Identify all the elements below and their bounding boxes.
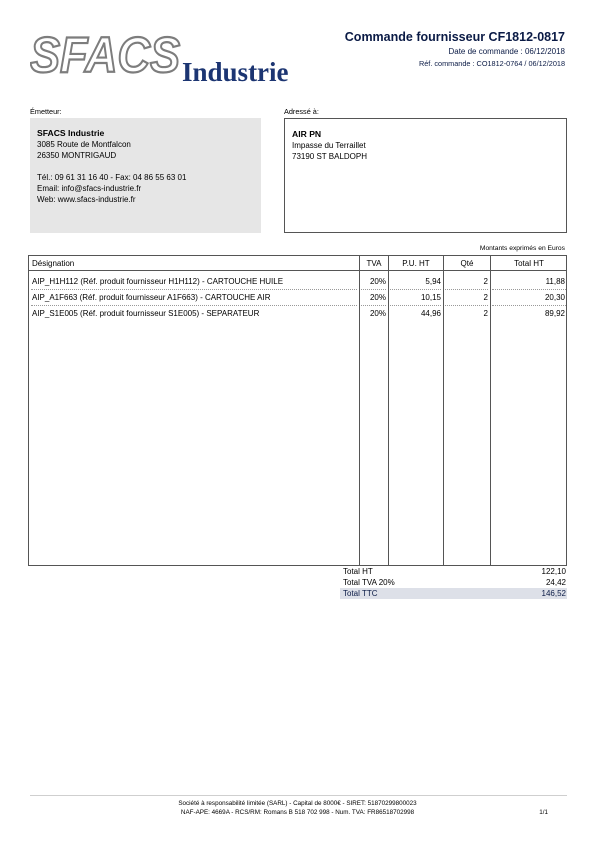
logo-word: Industrie bbox=[182, 57, 289, 86]
total-ttc-value: 146,52 bbox=[541, 589, 566, 598]
row-designation: AIP_A1F663 (Réf. produit fournisseur A1F663) - CARTOUCHE AIR bbox=[32, 293, 271, 302]
page-number: 1/1 bbox=[539, 809, 548, 816]
document-title: Commande fournisseur CF1812-0817 bbox=[344, 30, 565, 44]
recipient-name: AIR PN bbox=[292, 129, 322, 139]
order-lines-table bbox=[28, 255, 567, 566]
footer-legal-line2: NAF-APE: 4669A - RCS/RM: Romans B 518 702 998 - Num. TVA: FR86518702998 bbox=[180, 809, 415, 816]
total-tva-row bbox=[340, 577, 567, 588]
header-total: Total HT bbox=[514, 259, 544, 268]
currency-note: Montants exprimés en Euros bbox=[479, 245, 565, 252]
emitter-name: SFACS Industrie bbox=[37, 128, 105, 138]
header-tva: TVA bbox=[366, 259, 382, 268]
total-tva-label: Total TVA 20% bbox=[343, 578, 395, 587]
emitter-address-line2: 26350 MONTRIGAUD bbox=[37, 151, 117, 160]
footer-legal-line1: Société à responsabilité limitée (SARL) - Capital de 8000€ - SIRET: 51870299800023 bbox=[178, 800, 417, 807]
logo-mark: SFACS bbox=[30, 30, 180, 83]
total-tva-value: 24,42 bbox=[545, 578, 566, 587]
emitter-address-line1: 3085 Route de Montfalcon bbox=[37, 140, 131, 149]
table-row bbox=[29, 276, 566, 290]
recipient-address-line2: 73190 ST BALDOPH bbox=[292, 152, 368, 161]
emitter-label: Émetteur: bbox=[30, 107, 62, 116]
total-ttc-row bbox=[340, 588, 567, 599]
row-unit-price: 10,15 bbox=[420, 293, 441, 302]
emitter-web: Web: www.sfacs-industrie.fr bbox=[37, 195, 136, 204]
total-ht-label: Total HT bbox=[343, 567, 373, 576]
emitter-phone: Tél.: 09 61 31 16 40 - Fax: 04 86 55 63 01 bbox=[37, 173, 187, 182]
row-tva: 20% bbox=[369, 293, 386, 302]
footer-divider bbox=[30, 795, 567, 796]
row-unit-price: 5,94 bbox=[425, 277, 441, 286]
header-unit-price: P.U. HT bbox=[402, 259, 430, 268]
table-header bbox=[29, 256, 566, 271]
totals-block bbox=[340, 566, 567, 599]
header-designation: Désignation bbox=[32, 259, 75, 268]
row-total: 11,88 bbox=[545, 277, 565, 286]
row-quantity: 2 bbox=[483, 277, 488, 286]
recipient-label: Adressé à: bbox=[284, 107, 319, 116]
recipient-address-line1: Impasse du Terraillet bbox=[292, 141, 366, 150]
row-unit-price: 44,96 bbox=[420, 309, 441, 318]
table-row bbox=[29, 292, 566, 306]
header-quantity: Qté bbox=[460, 259, 474, 268]
row-designation: AIP_S1E005 (Réf. produit fournisseur S1E005) - SEPARATEUR bbox=[32, 309, 260, 318]
table-row bbox=[29, 308, 566, 322]
row-total: 20,30 bbox=[544, 293, 565, 302]
row-designation: AIP_H1H112 (Réf. produit fournisseur H1H112) - CARTOUCHE HUILE bbox=[32, 277, 284, 286]
total-ht-value: 122,10 bbox=[541, 567, 566, 576]
total-ttc-label: Total TTC bbox=[343, 589, 378, 598]
order-reference: Réf. commande : CO1812-0764 / 06/12/2018 bbox=[418, 59, 565, 68]
row-tva: 20% bbox=[369, 309, 386, 318]
row-quantity: 2 bbox=[483, 293, 488, 302]
emitter-block bbox=[30, 118, 261, 233]
row-total: 89,92 bbox=[544, 309, 565, 318]
total-ht-row bbox=[340, 566, 567, 577]
company-logo bbox=[30, 30, 315, 86]
recipient-block bbox=[284, 118, 567, 233]
order-date: Date de commande : 06/12/2018 bbox=[448, 47, 565, 56]
row-tva: 20% bbox=[369, 277, 386, 286]
row-quantity: 2 bbox=[483, 309, 488, 318]
emitter-email: Email: info@sfacs-industrie.fr bbox=[37, 184, 142, 193]
